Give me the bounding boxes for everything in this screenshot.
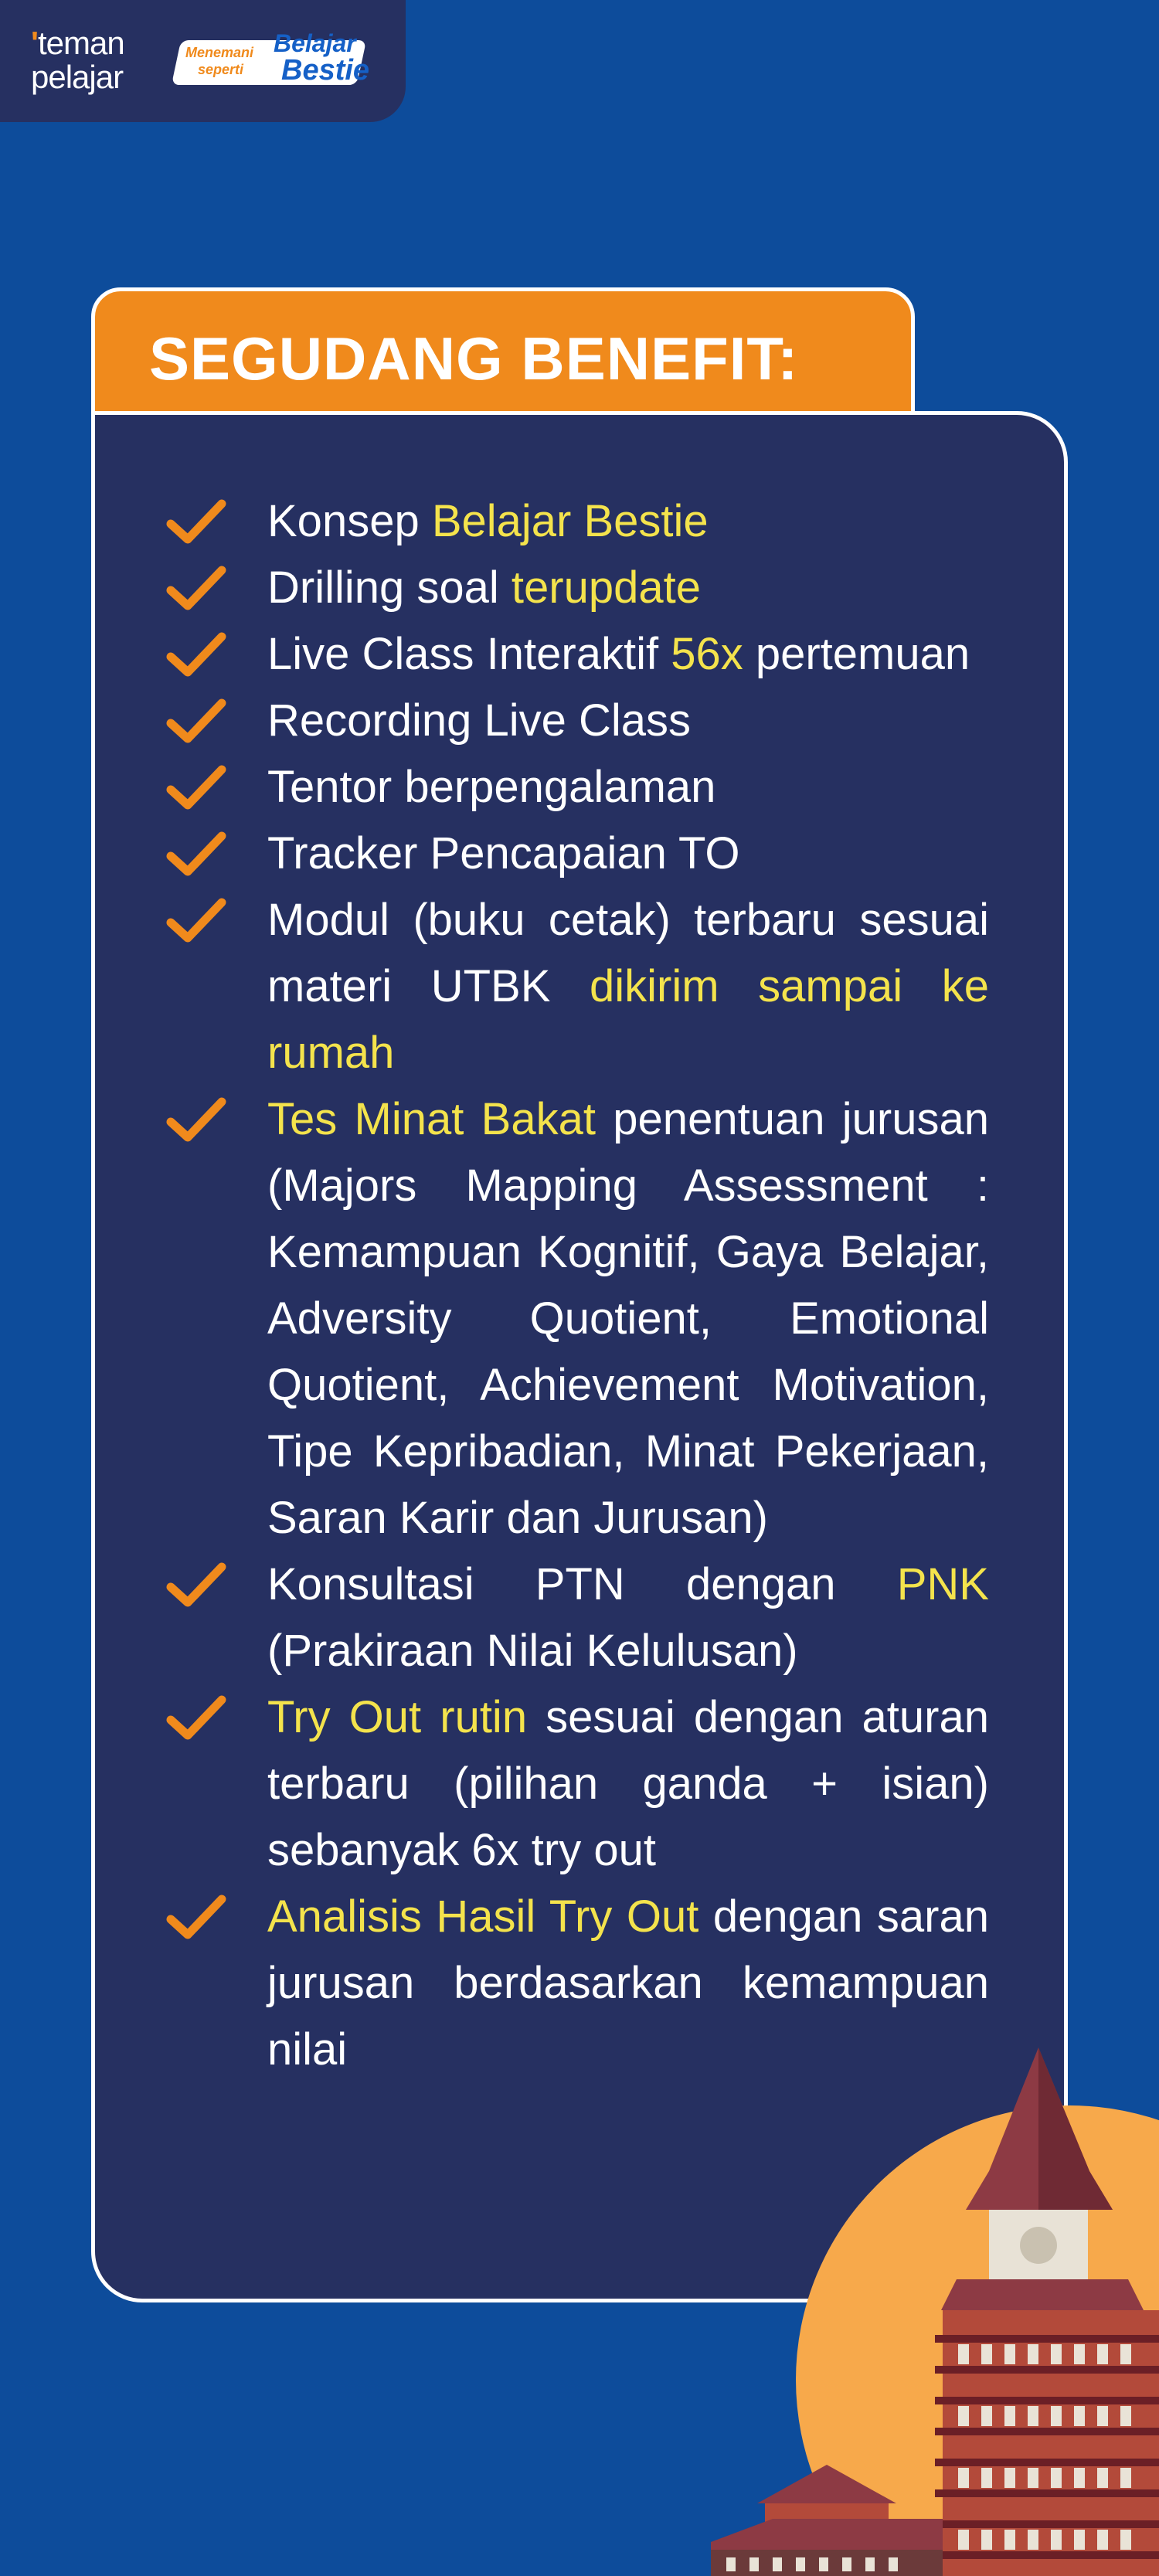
benefit-item bbox=[166, 754, 989, 821]
benefit-segment: Drilling soal bbox=[267, 562, 512, 613]
benefit-segment: Modul (buku cetak) terbaru sesuai materi UTBK bbox=[267, 895, 989, 1011]
benefit-item bbox=[166, 488, 989, 555]
building-illustration bbox=[711, 2048, 1159, 2576]
benefit-segment: Tentor berpengalaman bbox=[267, 762, 716, 812]
benefit-item bbox=[166, 821, 989, 887]
benefit-item bbox=[166, 688, 989, 754]
page-title: SEGUDANG BENEFIT: bbox=[149, 325, 799, 393]
benefit-item bbox=[166, 1684, 989, 1884]
logo-line2: pelajar bbox=[31, 59, 124, 95]
benefit-item bbox=[166, 1551, 989, 1684]
benefit-highlight: 56x bbox=[671, 629, 743, 679]
belajar-bestie-badge bbox=[176, 29, 369, 91]
benefit-segment: Konsultasi PTN dengan bbox=[267, 1559, 897, 1609]
benefit-highlight: PNK bbox=[896, 1559, 989, 1609]
logo-line1: teman bbox=[38, 25, 124, 61]
benefit-text bbox=[267, 1891, 989, 2075]
benefit-text bbox=[267, 828, 739, 878]
badge-line1: Menemani bbox=[185, 45, 254, 60]
check-icon bbox=[166, 830, 226, 878]
benefit-item bbox=[166, 887, 989, 1086]
benefit-segment: Tracker Pencapaian TO bbox=[267, 828, 740, 878]
benefit-text bbox=[267, 562, 701, 613]
benefit-text bbox=[267, 1692, 989, 1875]
benefit-text bbox=[267, 496, 709, 546]
benefit-highlight: terupdate bbox=[511, 562, 701, 613]
check-icon bbox=[166, 697, 226, 745]
benefit-item bbox=[166, 621, 989, 688]
check-icon bbox=[166, 763, 226, 811]
benefit-segment: sesuai dengan aturan terbaru (pilihan ganda + isian) sebanyak 6x try out bbox=[267, 1692, 989, 1875]
badge-bestie: Bestie bbox=[281, 54, 370, 87]
benefit-segment: Live Class Interaktif bbox=[267, 629, 671, 679]
benefit-segment: (Prakiraan Nilai Kelulusan) bbox=[267, 1626, 798, 1676]
benefit-highlight: dikirim sampai ke rumah bbox=[267, 961, 989, 1078]
benefit-text bbox=[267, 1094, 989, 1543]
check-icon bbox=[166, 1096, 226, 1144]
check-icon bbox=[166, 896, 226, 944]
benefit-segment: penentuan jurusan (Majors Mapping Assessment : Kemampuan Kognitif, Gaya Belajar, Adversity Quotient, Emotional Quotient, Achievement Motivation, Tipe Kepribadian, Minat Pekerjaan, Saran Karir dan Jurusan) bbox=[267, 1094, 989, 1543]
check-icon bbox=[166, 1694, 226, 1742]
benefit-highlight: Tes Minat Bakat bbox=[267, 1094, 596, 1144]
teman-pelajar-logo: 'teman pelajar bbox=[31, 25, 124, 95]
benefit-segment: dengan saran jurusan berdasarkan kemampuan nilai bbox=[267, 1891, 989, 2075]
benefit-segment: Konsep bbox=[267, 496, 432, 546]
benefit-text bbox=[267, 762, 715, 812]
benefit-item bbox=[166, 555, 989, 621]
benefit-text bbox=[267, 895, 989, 1078]
benefit-text bbox=[267, 1559, 989, 1676]
benefit-list bbox=[166, 488, 989, 2083]
benefit-highlight: Analisis Hasil Try Out bbox=[267, 1891, 699, 1942]
brand-logo-tab bbox=[0, 0, 406, 122]
benefit-text bbox=[267, 695, 691, 746]
benefit-segment: Recording Live Class bbox=[267, 695, 692, 746]
benefit-highlight: Try Out rutin bbox=[267, 1692, 528, 1742]
check-icon bbox=[166, 630, 226, 678]
benefit-item bbox=[166, 1086, 989, 1551]
check-icon bbox=[166, 1893, 226, 1941]
check-icon bbox=[166, 498, 226, 545]
benefit-text bbox=[267, 629, 970, 679]
check-icon bbox=[166, 564, 226, 612]
badge-belajar: Belajar bbox=[274, 29, 356, 57]
benefit-item bbox=[166, 1884, 989, 2083]
benefit-highlight: Belajar Bestie bbox=[431, 496, 709, 546]
check-icon bbox=[166, 1561, 226, 1609]
benefit-segment: pertemuan bbox=[743, 629, 970, 679]
badge-line2: seperti bbox=[198, 62, 244, 77]
